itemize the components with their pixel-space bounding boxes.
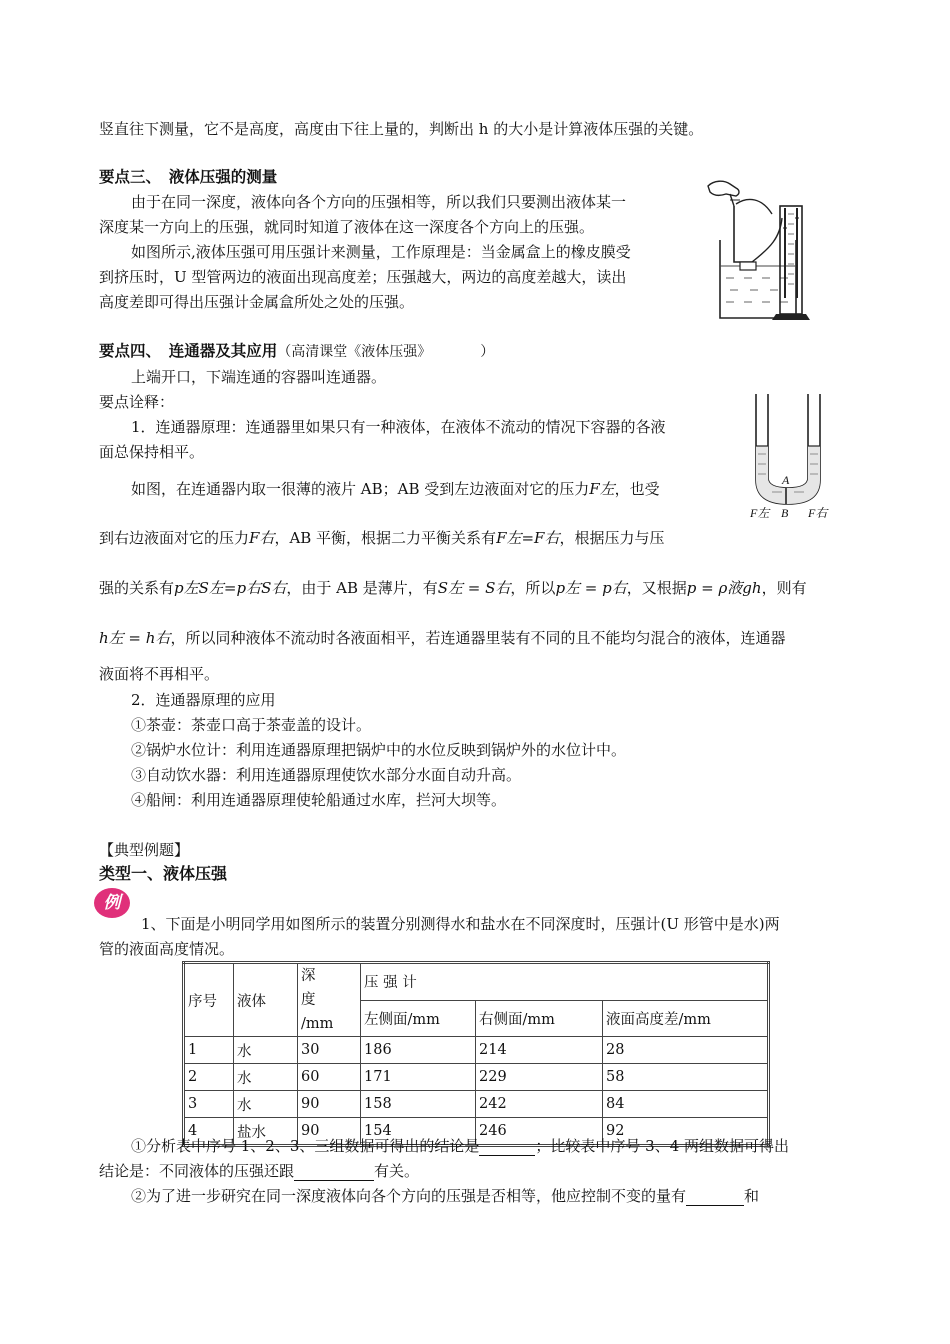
text-fragment: ，由于 AB 是薄片，有 <box>286 579 438 597</box>
answer-blank[interactable] <box>294 1165 374 1181</box>
text-fragment: ②为了进一步研究在同一深度液体向各个方向的压强是否相等，他应控制不变的量有 <box>131 1187 687 1205</box>
examples-heading: 【典型例题】 <box>99 841 190 859</box>
header-left: 左侧面/mm <box>361 1000 476 1036</box>
question-line <box>99 1161 419 1181</box>
section-4-heading <box>99 341 494 362</box>
label-f-right: F右 <box>808 506 828 520</box>
cell-left: 171 <box>361 1064 476 1091</box>
text-line: 深度某一方向上的压强，就同时知道了液体在这一深度各个方向上的压强。 <box>99 218 595 236</box>
cell-right: 229 <box>476 1064 603 1091</box>
text-line: 1．连通器原理：连通器里如果只有一种液体，在液体不流动的情况下容器的各液 <box>131 418 666 436</box>
text-line: 如图所示,液体压强可用压强计来测量，工作原理是：当金属盒上的橡皮膜受 <box>131 243 631 261</box>
section-3-heading: 要点三、 液体压强的测量 <box>99 168 278 186</box>
cell-liquid: 水 <box>234 1037 298 1064</box>
text-fragment: 有关。 <box>374 1162 420 1180</box>
cell-diff: 28 <box>603 1037 769 1064</box>
text-fragment: 到右边液面对它的压力 <box>99 529 250 547</box>
label-b: B <box>781 506 789 520</box>
cell-index: 1 <box>184 1037 234 1064</box>
text-fragment: 和 <box>744 1187 760 1205</box>
text-line: 液面将不再相平。 <box>99 665 220 683</box>
math-pressure-area: p左S左=p右S右 <box>174 579 287 597</box>
text-fragment: ，AB 平衡，根据二力平衡关系有 <box>274 529 497 547</box>
math-f-left: F左 <box>589 480 615 498</box>
header-depth <box>298 963 361 1037</box>
label-a: A <box>782 473 790 487</box>
math-pressure-equal: p左 = p右 <box>555 579 627 597</box>
type-one-heading: 类型一、液体压强 <box>99 864 228 883</box>
text-line: 上端开口，下端连通的容器叫连通器。 <box>131 368 387 386</box>
cell-liquid: 水 <box>234 1091 298 1118</box>
text-fragment: ；比较表中序号 3、4 两组数据可得出 <box>535 1137 790 1155</box>
header-depth-unit: /mm <box>301 1016 334 1032</box>
question-line <box>131 1186 759 1206</box>
list-item: ②锅炉水位计：利用连通器原理把锅炉中的水位反映到锅炉外的水位计中。 <box>131 741 627 759</box>
header-liquid: 液体 <box>234 963 298 1037</box>
section-4-subtitle: （高清课堂《液体压强》 ） <box>277 344 495 360</box>
cell-depth: 60 <box>298 1064 361 1091</box>
math-pressure-formula: p = ρ液gh <box>686 579 762 597</box>
text-line: 由于在同一深度，液体向各个方向的压强相等，所以我们只要测出液体某一 <box>131 193 627 211</box>
math-force-balance: F左=F右 <box>496 529 560 547</box>
text-line <box>99 628 785 648</box>
text-line: 要点诠释： <box>99 393 175 411</box>
math-height-equal: h左 = h右 <box>99 629 171 647</box>
table-row <box>184 1091 769 1118</box>
cell-depth: 90 <box>298 1118 361 1146</box>
header-diff: 液面高度差/mm <box>603 1000 769 1036</box>
cell-left: 154 <box>361 1118 476 1146</box>
cell-liquid: 盐水 <box>234 1118 298 1146</box>
header-right: 右侧面/mm <box>476 1000 603 1036</box>
text-fragment: ，又根据 <box>626 579 687 597</box>
table-row <box>184 1037 769 1064</box>
text-line: 面总保持相平。 <box>99 443 205 461</box>
math-area-equal: S左 = S右 <box>437 579 511 597</box>
text-fragment: 结论是：不同液体的压强还跟 <box>99 1162 295 1180</box>
table-row <box>184 1064 769 1091</box>
connected-vessel-figure <box>748 388 840 524</box>
text-fragment: ，所以同种液体不流动时各液面相平，若连通器里装有不同的且不能均匀混合的液体，连通器 <box>170 629 786 647</box>
cell-diff: 92 <box>603 1118 769 1146</box>
cell-depth: 90 <box>298 1091 361 1118</box>
section-4-title: 要点四、 连通器及其应用 <box>99 342 278 360</box>
list-item: ④船闸：利用连通器原理使轮船通过水库，拦河大坝等。 <box>131 791 507 809</box>
header-index: 序号 <box>184 963 234 1037</box>
pressure-data-table <box>182 961 770 1147</box>
text-line: 到挤压时，U 型管两边的液面出现高度差；压强越大，两边的高度差越大，读出 <box>99 268 627 286</box>
cell-index: 4 <box>184 1118 234 1146</box>
text-fragment: 强的关系有 <box>99 579 175 597</box>
text-line: 1、下面是小明同学用如图所示的装置分别测得水和盐水在不同深度时，压强计(U 形管中是水)两 <box>141 915 780 933</box>
text-fragment: ，所以 <box>510 579 556 597</box>
list-item: ①茶壶：茶壶口高于茶壶盖的设计。 <box>131 716 372 734</box>
text-fragment: ①分析表中序号 1、2、3、三组数据可得出的结论是 <box>131 1137 480 1155</box>
cell-diff: 84 <box>603 1091 769 1118</box>
cell-right: 214 <box>476 1037 603 1064</box>
cell-right: 246 <box>476 1118 603 1146</box>
header-gauge: 压 强 计 <box>361 963 769 1001</box>
cell-index: 3 <box>184 1091 234 1118</box>
cell-depth: 30 <box>298 1037 361 1064</box>
example-badge-icon: 例 <box>94 888 130 918</box>
label-f-left: F左 <box>750 506 770 520</box>
cell-index: 2 <box>184 1064 234 1091</box>
header-depth-label: 深 度 <box>301 968 345 1008</box>
cell-liquid: 水 <box>234 1064 298 1091</box>
text-line: 2．连通器原理的应用 <box>131 691 276 709</box>
text-line: 竖直往下测量，它不是高度，高度由下往上量的，判断出 h 的大小是计算液体压强的关键。 <box>99 120 704 138</box>
text-line: 管的液面高度情况。 <box>99 940 235 958</box>
cell-diff: 58 <box>603 1064 769 1091</box>
list-item: ③自动饮水器：利用连通器原理使饮水部分水面自动升高。 <box>131 766 522 784</box>
text-line: 高度差即可得出压强计金属盒所处之处的压强。 <box>99 293 415 311</box>
cell-right: 242 <box>476 1091 603 1118</box>
text-fragment: 如图，在连通器内取一很薄的液片 AB；AB 受到左边液面对它的压力 <box>131 480 590 498</box>
cell-left: 186 <box>361 1037 476 1064</box>
text-line <box>99 578 807 598</box>
text-fragment: ，则有 <box>761 579 807 597</box>
cell-left: 158 <box>361 1091 476 1118</box>
text-line <box>99 528 664 548</box>
pressure-gauge-figure <box>700 178 828 326</box>
question-line <box>131 1136 789 1156</box>
text-fragment: ，根据压力与压 <box>559 529 665 547</box>
text-line <box>131 479 660 499</box>
text-fragment: ，也受 <box>614 480 660 498</box>
answer-blank[interactable] <box>686 1190 744 1206</box>
math-f-right: F右 <box>249 529 275 547</box>
answer-blank[interactable] <box>479 1140 535 1156</box>
